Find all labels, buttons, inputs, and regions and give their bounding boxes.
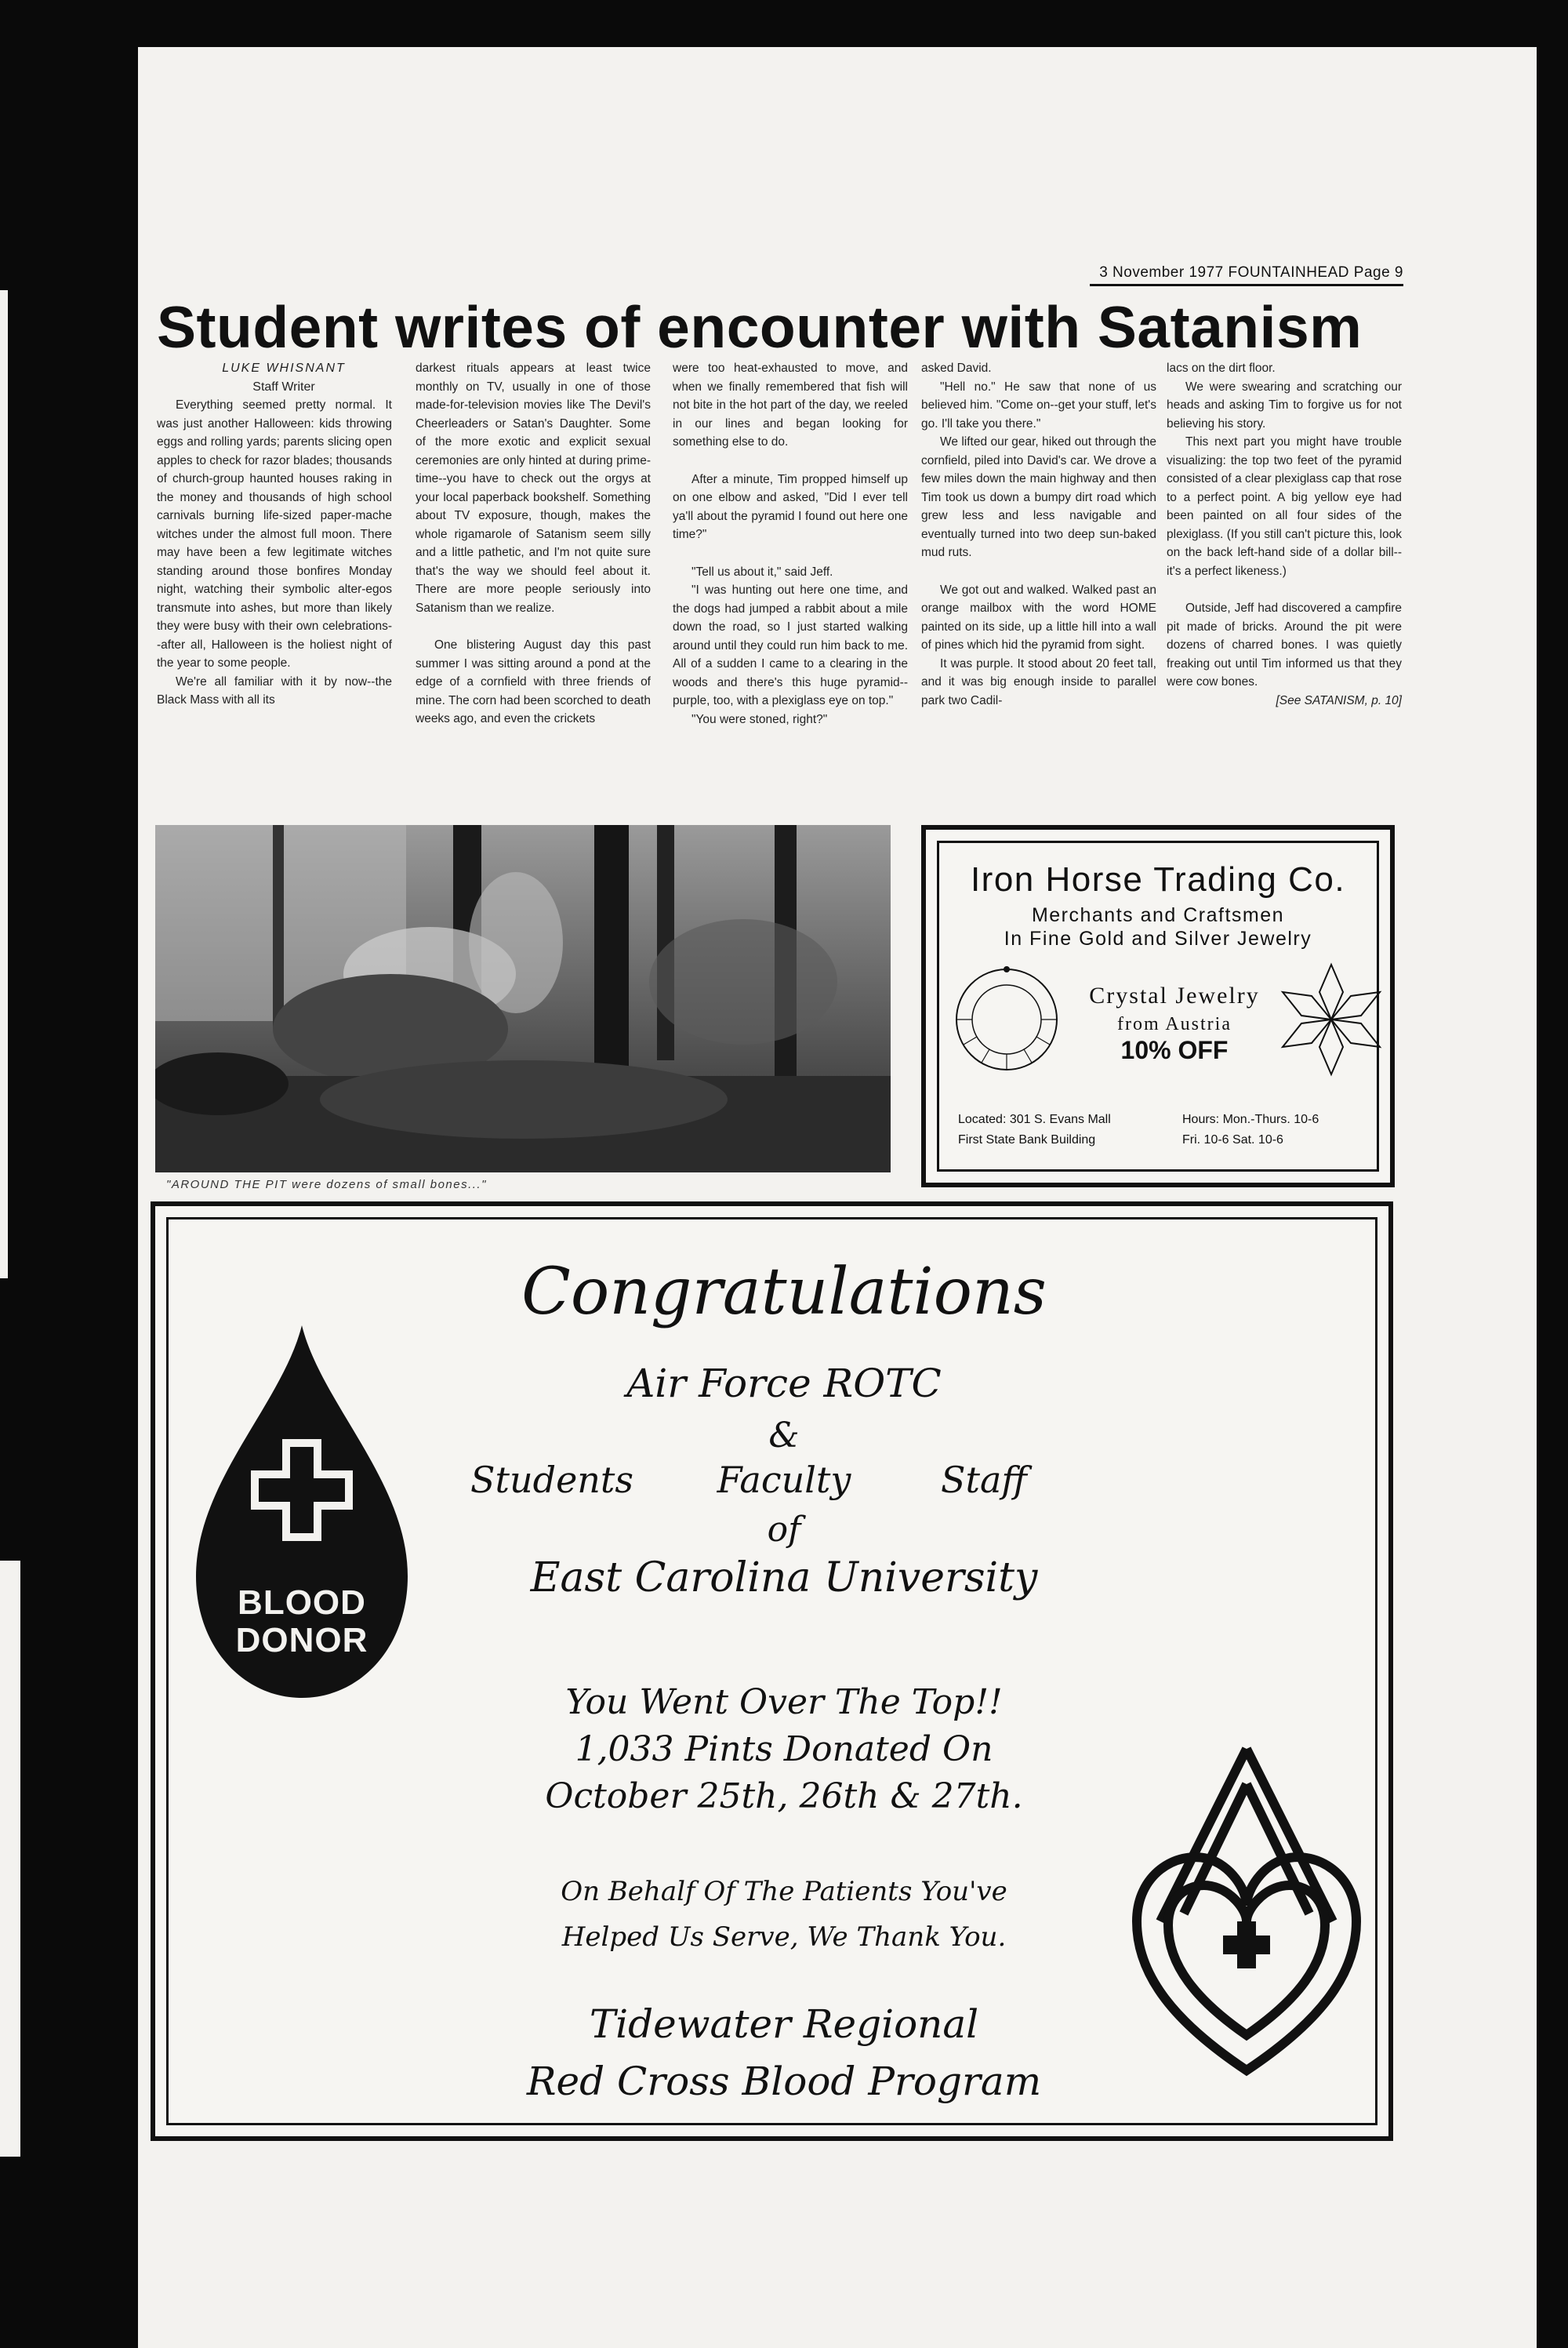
location-line: First State Bank Building [958, 1133, 1096, 1147]
adjacent-page-edge [0, 290, 8, 1278]
thank-you-line: Helped Us Serve, We Thank You. [561, 1921, 1007, 1953]
organization-line: Tidewater Regional [589, 2001, 979, 2047]
paragraph: We lifted our gear, hiked out through the cornfield, piled into David's car. We drove a few miles down the main highway and then Tim took us down a bumpy dirt road which grew less and less navigable and eventually turned into two deep sun-baked mud ruts. [921, 435, 1156, 559]
article-column-2 [416, 359, 651, 729]
blood-donor-label [188, 1584, 416, 1659]
paragraph: darkest rituals appears at least twice monthly on TV, usually in one of those made-for-television movies like The Devil's Cheerleaders or Satan's Daughter. Some of the more exotic and explicit sexual ceremonies are only hinted at during prime-time--you have to check out the orgys at your local paperback bookshelf. Something about TV exposure, though, makes the whole rigamarole of Satanism seem silly and a little pathetic, and I'm not quite sure that's the way we should feel about it. There are more people seriously into Satanism than we realize. [416, 362, 651, 615]
forest-photo-art [155, 825, 891, 1172]
faculty-word: Faculty [717, 1459, 851, 1501]
students-word: Students [470, 1459, 634, 1501]
paragraph: "You were stoned, right?" [691, 712, 828, 726]
staff-word: Staff [940, 1459, 1027, 1501]
red-cross-heart-logo [1129, 1741, 1364, 2086]
paragraph: This next part you might have trouble visualizing: the top two feet of the pyramid consisted of a clear plexiglass cap that rose to a perfect point. A big yellow eye had been painted on all four sides of the plexiglass. (If you still can't picture this, look on the back left-hand side of a dollar bill--it's a perfect likeness.) [1167, 435, 1402, 578]
paragraph: We were swearing and scratching our heads and asking Tim to forgive us for not believing his story. [1167, 380, 1402, 431]
article-column-1 [157, 359, 392, 710]
article-column-4 [921, 359, 1156, 710]
necklace-icon [944, 961, 1069, 1078]
adjacent-page-fragments [0, 1561, 20, 2157]
folio-rule [1090, 284, 1403, 286]
ad-subtitle: In Fine Gold and Silver Jewelry [1004, 928, 1312, 950]
continuation-note: [See SATANISM, p. 10] [1276, 693, 1402, 707]
page-folio: 3 November 1977 FOUNTAINHEAD Page 9 [1099, 264, 1403, 281]
from-austria-label: from Austria [1117, 1014, 1232, 1034]
paragraph: lacs on the dirt floor. [1167, 362, 1276, 375]
paragraph: We got out and walked. Walked past an orange mailbox with the word HOME painted on its side, up a little hill into a wall of pines which hid the pyramid from sight. [921, 583, 1156, 652]
rotc-line: Air Force ROTC [626, 1361, 942, 1406]
discount-label: 10% OFF [1120, 1036, 1229, 1064]
byline-title: Staff Writer [252, 380, 315, 394]
blood-donor-drop [188, 1318, 416, 1710]
headline: Student writes of encounter with Satanism [157, 294, 1363, 360]
location-line: Located: 301 S. Evans Mall [958, 1113, 1111, 1126]
over-the-top-line: You Went Over The Top!! [565, 1682, 1003, 1722]
paragraph: were too heat-exhausted to move, and when we finally remembered that fish will not bite in the hot part of the day, we reeled in our lines and began looking for something else to do. [673, 362, 908, 449]
paragraph: Outside, Jeff had discovered a campfire pit made of bricks. Around the pit were dozens of charred bones. I was quietly freaking out until Tim informed us that they were cow bones. [1167, 602, 1402, 689]
ad-subtitle: Merchants and Craftsmen [1031, 904, 1285, 926]
heart-triangle-icon [1129, 1741, 1364, 2086]
snowflake-crystal-icon [1276, 961, 1386, 1078]
crystal-jewelry-label: Crystal Jewelry [1089, 983, 1260, 1009]
of-word: of [767, 1510, 801, 1550]
article-column-3 [673, 359, 908, 729]
forest-photo [155, 825, 891, 1172]
hours-line: Hours: Mon.-Thurs. 10-6 [1182, 1113, 1319, 1126]
hours-line: Fri. 10-6 Sat. 10-6 [1182, 1133, 1283, 1147]
paragraph: "Tell us about it," said Jeff. [691, 565, 833, 579]
pints-line: 1,033 Pints Donated On [575, 1729, 993, 1769]
drop-text: DONOR [235, 1621, 368, 1659]
byline: LUKE WHISNANT [222, 362, 346, 375]
ampersand: & [768, 1416, 800, 1456]
university-line: East Carolina University [530, 1554, 1038, 1601]
ad-inner-border [937, 841, 1379, 1172]
drop-text: BLOOD [238, 1583, 366, 1622]
ad-location [958, 1110, 1111, 1150]
article-column-5 [1167, 359, 1402, 710]
paragraph: After a minute, Tim propped himself up on one elbow and asked, "Did I ever tell ya'll about the pyramid I found out here one time?" [673, 472, 908, 541]
paragraph: It was purple. It stood about 20 feet tall, and it was big enough inside to parallel park two Cadil- [921, 656, 1156, 707]
behalf-line: On Behalf Of The Patients You've [561, 1876, 1007, 1907]
paragraph: We're all familiar with it by now--the Black Mass with all its [157, 674, 392, 707]
ad-title: Iron Horse Trading Co. [970, 860, 1346, 899]
paragraph: One blistering August day this past summer I was sitting around a pond at the edge of a cornfield with three friends of mine. The corn had been scorched to death weeks ago, and even the crickets [416, 638, 651, 725]
photo-caption: "AROUND THE PIT were dozens of small bones..." [166, 1178, 487, 1191]
ad-hours [1182, 1110, 1319, 1150]
dates-line: October 25th, 26th & 27th. [545, 1776, 1023, 1816]
paragraph: asked David. [921, 362, 992, 375]
paragraph: Everything seemed pretty normal. It was just another Halloween: kids throwing eggs and rolling yards; parents slicing open apples to check for razor blades; thousands of church-group haunted houses raking in the money and thousands of high school carnivals burning life-sized paper-mache witches under the almost full moon. There may have been a few legitimate witches standing around those bonfires Monday night, watching their symbolic alter-egos transmute into ashes, but more than likely they were busy with their own celebrations--after all, Halloween is the holiest night of the year to some people. [157, 398, 392, 670]
paragraph: "I was hunting out here one time, and the dogs had jumped a rabbit about a mile down the road, so I just started walking around until they could run him back to me. All of a sudden I came to a clearing in the woods and there's this huge pyramid--purple, too, with a plexiglass eye on top." [673, 583, 908, 707]
iron-horse-ad [921, 825, 1395, 1187]
organization-line: Red Cross Blood Program [526, 2059, 1042, 2104]
congratulations-heading: Congratulations [521, 1255, 1047, 1329]
paragraph: "Hell no." He saw that none of us believed him. "Come on--get your stuff, let's go. I'll take you there." [921, 380, 1156, 431]
